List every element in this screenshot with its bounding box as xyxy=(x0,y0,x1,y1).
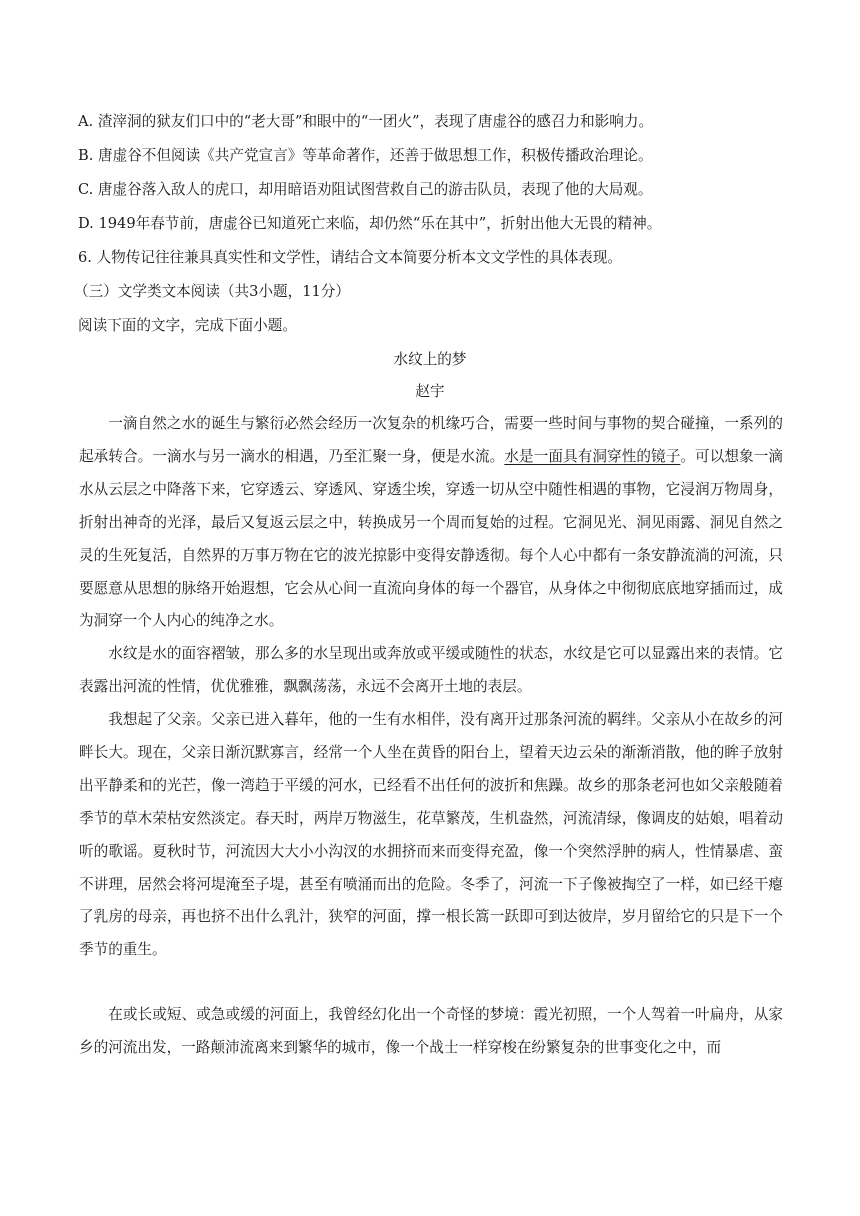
section-heading: （三）文学类文本阅读（共3小题，11分） xyxy=(74,283,350,300)
option-a: A. 渣滓洞的狱友们口中的“老大哥”和眼中的“一团火”，表现了唐虚谷的感召力和影响力。 xyxy=(78,113,654,130)
option-c: C. 唐虚谷落入敌人的虎口，却用暗语劝阻试图营救自己的游击队员，表现了他的大局观。 xyxy=(78,181,653,198)
paragraph-1-text-start: 一滴自然之水的诞生与繁衍必然会经历一次复杂的机缘巧合，需要一些时间与事物的契合碰撞，一系列的起承转合。一滴水与另一滴水的相遇，乃至汇聚一身，便是水流。 xyxy=(79,415,783,465)
article-author: 赵宇 xyxy=(415,383,445,400)
article-paragraph-2: 水纹是水的面容褶皱，那么多的水呈现出或奔放或平缓或随性的状态，水纹是它可以显露出来的表情。它表露出河流的性情，优优雅雅，飘飘荡荡，永远不会离开土地的表层。 xyxy=(79,645,783,695)
underlined-sentence: 水是一面具有洞穿性的镜子 xyxy=(504,447,681,465)
article-paragraph-3: 我想起了父亲。父亲已进入暮年，他的一生有水相伴，没有离开过那条河流的羁绊。父亲从小在故乡的河畔长大。现在，父亲日渐沉默寡言，经常一个人坐在黄昏的阳台上，望着天边云朵的渐渐消散，他的眸子放射出平静柔和的光芒，像一湾趋于平缓的河水，已经看不出任何的波折和焦躁。故乡的那条老河也如父亲般随着季节的草木荣枯安然淡定。春天时，两岸万物滋生，花草繁茂，生机盎然，河流清绿，像调皮的姑娘，唱着动听的歌谣。夏秋时节，河流因大大小小沟汊的水拥挤而来而变得充盈，像一个突然浮肿的病人，性情暴虐、蛮不讲理，居然会将河堤淹至子堤，甚至有喷涌而出的危险。冬季了，河流一下子像被掏空了一样，如已经干瘪了乳房的母亲，再也挤不出什么乳汁，狭窄的河面，撑一根长篙一跃即可到达彼岸，岁月留给它的只是下一个季节的重生。 xyxy=(79,711,783,959)
question-6: 6. 人物传记往往兼具真实性和文学性，请结合文本简要分析本文文学性的具体表现。 xyxy=(78,249,622,266)
article-title: 水纹上的梦 xyxy=(393,351,467,368)
article-paragraph-1 xyxy=(79,408,783,638)
option-b: B. 唐虚谷不但阅读《共产党宣言》等革命著作，还善于做思想工作，积极传播政治理论。 xyxy=(78,147,653,164)
article-paragraph-4: 在或长或短、或急或缓的河面上，我曾经幻化出一个奇怪的梦境：霞光初照，一个人驾着一叶扁舟，从家乡的河流出发，一路颠沛流离来到繁华的城市，像一个战士一样穿梭在纷繁复杂的世事变化之中，而 xyxy=(79,1006,783,1056)
option-d: D. 1949年春节前，唐虚谷已知道死亡来临，却仍然“乐在其中”，折射出他大无畏的精神。 xyxy=(78,215,662,232)
reading-instruction: 阅读下面的文字，完成下面小题。 xyxy=(78,317,297,334)
paragraph-1-text-end: 。可以想象一滴水从云层之中降落下来，它穿透云、穿透风、穿透尘埃，穿透一切从空中随性相遇的事物，它浸润万物周身，折射出神奇的光泽，最后又复返云层之中，转换成另一个周而复始的过程。它洞见光、洞见雨露、洞见自然之灵的生死复活，自然界的万事万物在它的波光掠影中变得安静透彻。每个人心中都有一条安静流淌的河流，只要愿意从思想的脉络开始遐想，它会从心间一直流向身体的每一个器官，从身体之中彻彻底底地穿插而过，成为洞穿一个人内心的纯净之水。 xyxy=(79,447,783,630)
